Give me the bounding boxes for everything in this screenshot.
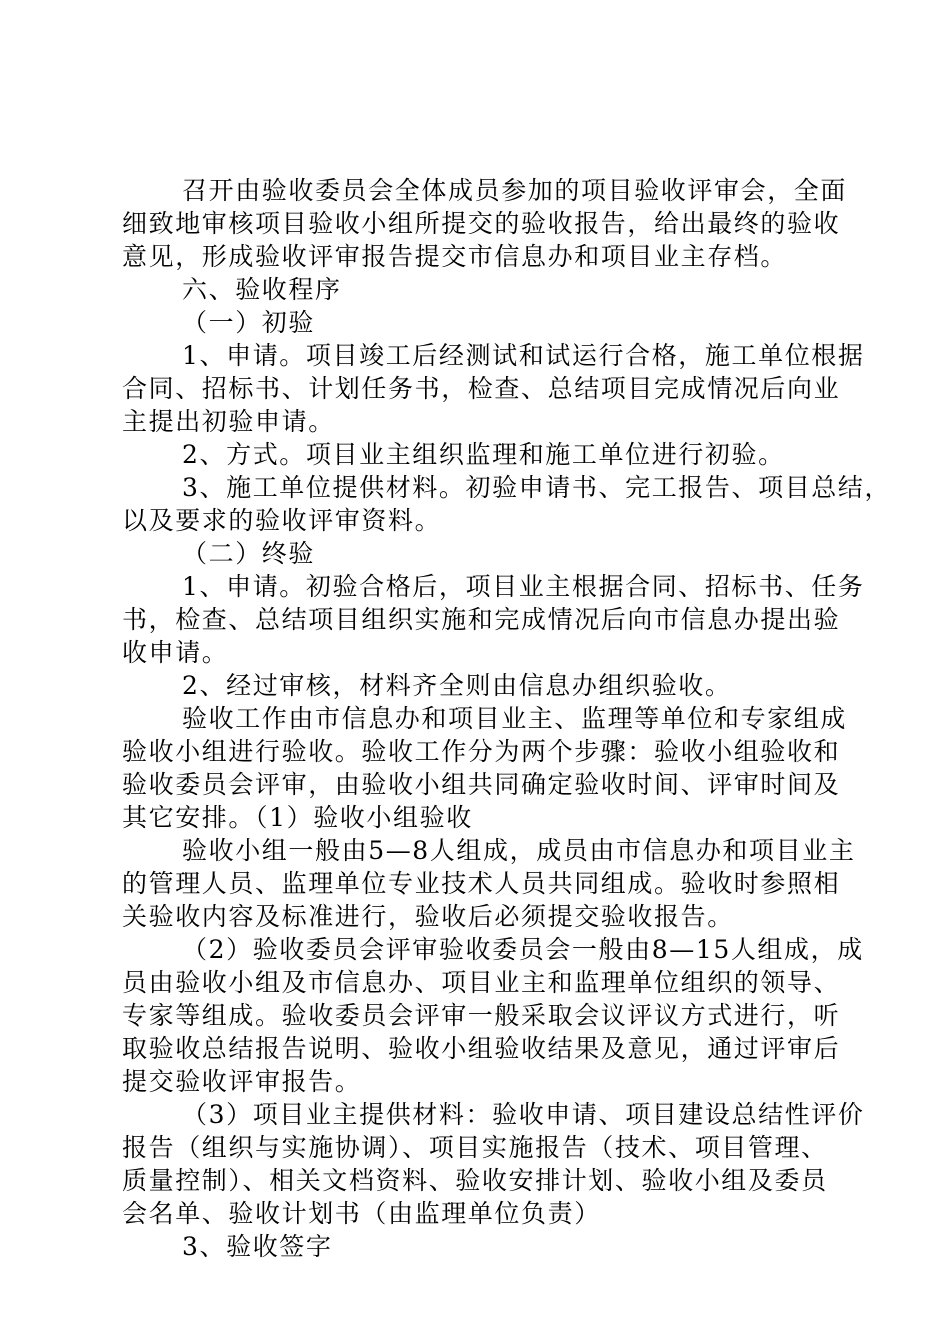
subsection-heading: （二）终验 [182,539,316,568]
text-line: （3）项目业主提供材料：验收申请、项目建设总结性评价 [182,1100,865,1129]
text-line: 取验收总结报告说明、验收小组验收结果及意见，通过评审后 [122,1034,841,1063]
text-line: 报告（组织与实施协调）、项目实施报告（技术、项目管理、 [122,1133,828,1162]
subsection-heading: （一）初验 [182,308,316,337]
text-line: 关验收内容及标准进行，验收后必须提交验收报告。 [122,902,734,931]
text-line: 细致地审核项目验收小组所提交的验收报告，给出最终的验收 [122,209,841,238]
text-line: 其它安排。（1）验收小组验收 [122,803,473,832]
text-line: 验收小组进行验收。验收工作分为两个步骤：验收小组验收和 [122,737,841,766]
text-line: （2）验收委员会评审验收委员会一般由8—15人组成，成 [182,935,864,964]
text-line: 1、申请。项目竣工后经测试和试运行合格，施工单位根据 [182,341,865,370]
text-line: 2、方式。项目业主组织监理和施工单位进行初验。 [182,440,785,469]
text-line: 收申请。 [122,638,229,667]
text-line: 以及要求的验收评审资料。 [122,506,442,535]
text-line: 验收工作由市信息办和项目业主、监理等单位和专家组成 [182,704,848,733]
text-line: 2、经过审核，材料齐全则由信息办组织验收。 [182,671,732,700]
text-line: 质量控制）、相关文档资料、验收安排计划、验收小组及委员 [122,1166,828,1195]
text-line: 专家等组成。验收委员会评审一般采取会议评议方式进行，听 [122,1001,841,1030]
text-line: 验收小组一般由5—8人组成，成员由市信息办和项目业主 [182,836,856,865]
text-line: 召开由验收委员会全体成员参加的项目验收评审会，全面 [182,176,848,205]
text-line: 员由验收小组及市信息办、项目业主和监理单位组织的领导、 [122,968,841,997]
text-line: 书，检查、总结项目组织实施和完成情况后向市信息办提出验 [122,605,841,634]
text-line: 意见，形成验收评审报告提交市信息办和项目业主存档。 [122,242,788,271]
text-line: 合同、招标书、计划任务书，检查、总结项目完成情况后向业 [122,374,841,403]
text-line: 提交验收评审报告。 [122,1067,362,1096]
text-line: 3、验收签字 [182,1232,333,1261]
text-line: 的管理人员、监理单位专业技术人员共同组成。验收时参照相 [122,869,841,898]
text-line: 会名单、验收计划书（由监理单位负责） [122,1199,601,1228]
text-line: 主提出初验申请。 [122,407,335,436]
text-line: 验收委员会评审，由验收小组共同确定验收时间、评审时间及 [122,770,841,799]
text-line: 1、申请。初验合格后，项目业主根据合同、招标书、任务 [182,572,865,601]
text-line: 3、施工单位提供材料。初验申请书、完工报告、项目总结， [182,473,892,502]
section-heading: 六、验收程序 [182,275,342,304]
